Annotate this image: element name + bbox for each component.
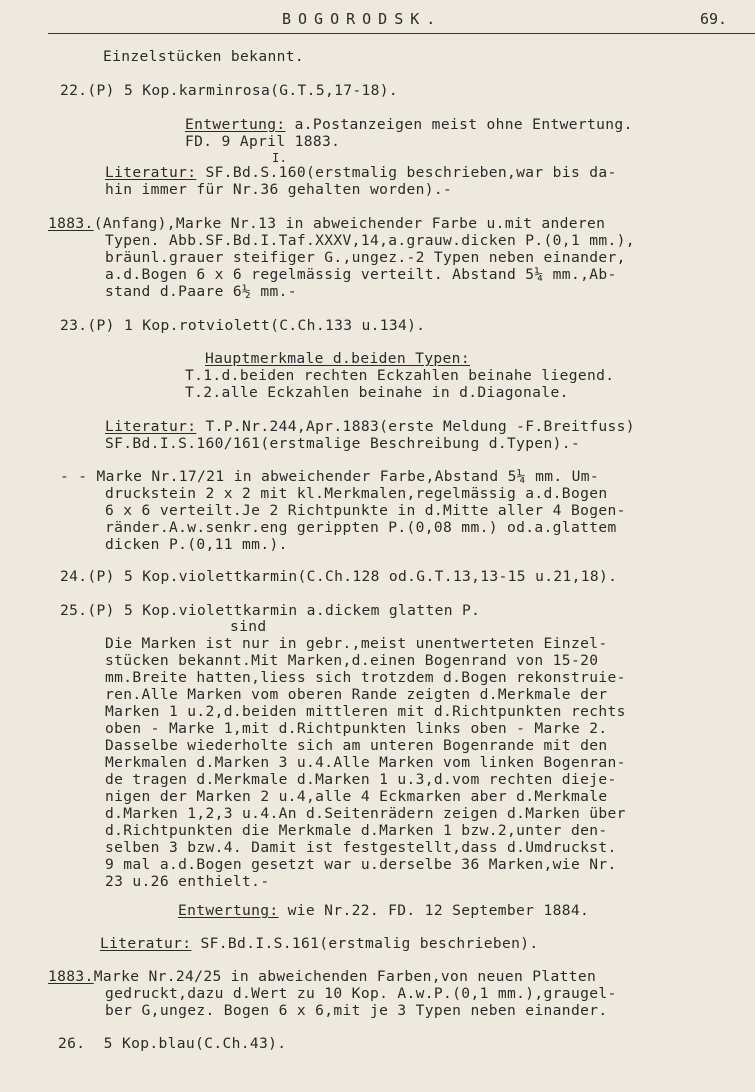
text-line: Marken 1 u.2,d.beiden mittleren mit d.Richtpunkten rechts (105, 703, 626, 720)
running-header-title: BOGORODSK. (282, 10, 443, 28)
literatur-line: Literatur: SF.Bd.S.160(erstmalig beschrieben,war bis da- (105, 164, 617, 181)
text-line: gedruckt,dazu d.Wert zu 10 Kop. A.w.P.(0,1 mm.),graugel- (105, 985, 617, 1002)
text-line: 23 u.26 enthielt.- (105, 873, 270, 890)
text-line: stand d.Paare 6½ mm.- (105, 283, 297, 300)
entry-23-heading: 23.(P) 1 Kop.rotviolett(C.Ch.133 u.134). (60, 317, 426, 334)
text-line: 6 x 6 verteilt.Je 2 Richtpunkte in d.Mitte aller 4 Bogen- (105, 502, 626, 519)
text-line: Typen. Abb.SF.Bd.I.Taf.XXXV,14,a.grauw.dicken P.(0,1 mm.), (105, 232, 635, 249)
entwertung-line: Entwertung: wie Nr.22. FD. 12 September 1884. (178, 902, 590, 919)
text-line: Die Marken ist nur in gebr.,meist unentwerteten Einzel- (105, 635, 608, 652)
entwertung-line: Entwertung: a.Postanzeigen meist ohne Entwertung. (185, 116, 633, 133)
text-line: Merkmalen d.Marken 3 u.4.Alle Marken vom linken Bogenran- (105, 754, 626, 771)
entry-1883-heading: 1883.Marke Nr.24/25 in abweichenden Farben,von neuen Platten (48, 968, 597, 985)
subheading: Hauptmerkmale d.beiden Typen: (205, 350, 470, 367)
text-line: de tragen d.Merkmale d.Marken 1 u.3,d.vom rechten dieje- (105, 771, 617, 788)
text-line: Einzelstücken bekannt. (103, 48, 304, 65)
text-line: oben - Marke 1,mit d.Richtpunkten links oben - Marke 2. (105, 720, 608, 737)
handwritten-correction: I. (272, 151, 288, 165)
text-line: ränder.A.w.senkr.eng gerippten P.(0,08 mm.) od.a.glattem (105, 519, 617, 536)
text-line: a.d.Bogen 6 x 6 regelmässig verteilt. Abstand 5¼ mm.,Ab- (105, 266, 617, 283)
text-line: Dasselbe wiederholte sich am unteren Bogenrande mit den (105, 737, 608, 754)
text-line: d.Richtpunkten die Merkmale d.Marken 1 bzw.2,unter den- (105, 822, 608, 839)
handwritten-correction: sind (230, 618, 267, 635)
text-line: T.2.alle Eckzahlen beinahe in d.Diagonale. (185, 384, 569, 401)
text-line: d.Marken 1,2,3 u.4.An d.Seitenrädern zeigen d.Marken über (105, 805, 626, 822)
entry-24-heading: 24.(P) 5 Kop.violettkarmin(C.Ch.128 od.G.T.13,13-15 u.21,18). (60, 568, 618, 585)
text-line: FD. 9 April 1883. (185, 133, 341, 150)
text-line: dicken P.(0,11 mm.). (105, 536, 288, 553)
entry-dash-heading: - - Marke Nr.17/21 in abweichender Farbe,Abstand 5¼ mm. Um- (60, 468, 600, 485)
literatur-line: Literatur: SF.Bd.I.S.161(erstmalig beschrieben). (100, 935, 539, 952)
entry-1883-heading: 1883.(Anfang),Marke Nr.13 in abweichender Farbe u.mit anderen (48, 215, 606, 232)
text-line: ren.Alle Marken vom oberen Rande zeigten d.Merkmale der (105, 686, 608, 703)
text-line: nigen der Marken 2 u.4,alle 4 Eckmarken aber d.Merkmale (105, 788, 608, 805)
literatur-line: Literatur: T.P.Nr.244,Apr.1883(erste Meldung -F.Breitfuss) (105, 418, 635, 435)
header-rule (48, 33, 755, 34)
text-line: ber G,ungez. Bogen 6 x 6,mit je 3 Typen neben einander. (105, 1002, 608, 1019)
entry-26-heading: 26. 5 Kop.blau(C.Ch.43). (58, 1035, 287, 1052)
text-line: SF.Bd.I.S.160/161(erstmalige Beschreibung d.Typen).- (105, 435, 581, 452)
text-line: druckstein 2 x 2 mit kl.Merkmalen,regelmässig a.d.Bogen (105, 485, 608, 502)
page-number: 69. (700, 10, 728, 28)
text-line: stücken bekannt.Mit Marken,d.einen Bogenrand von 15-20 (105, 652, 599, 669)
text-line: bräunl.grauer steifiger G.,ungez.-2 Typen neben einander, (105, 249, 626, 266)
entry-22-heading: 22.(P) 5 Kop.karminrosa(G.T.5,17-18). (60, 82, 399, 99)
text-line: T.1.d.beiden rechten Eckzahlen beinahe liegend. (185, 367, 615, 384)
text-line: 9 mal a.d.Bogen gesetzt war u.derselbe 36 Marken,wie Nr. (105, 856, 617, 873)
text-line: selben 3 bzw.4. Damit ist festgestellt,dass d.Umdruckst. (105, 839, 617, 856)
entry-25-heading: 25.(P) 5 Kop.violettkarmin a.dickem glatten P. (60, 602, 481, 619)
text-line: hin immer für Nr.36 gehalten worden).- (105, 181, 453, 198)
text-line: mm.Breite hatten,liess sich trotzdem d.Bogen rekonstruie- (105, 669, 626, 686)
